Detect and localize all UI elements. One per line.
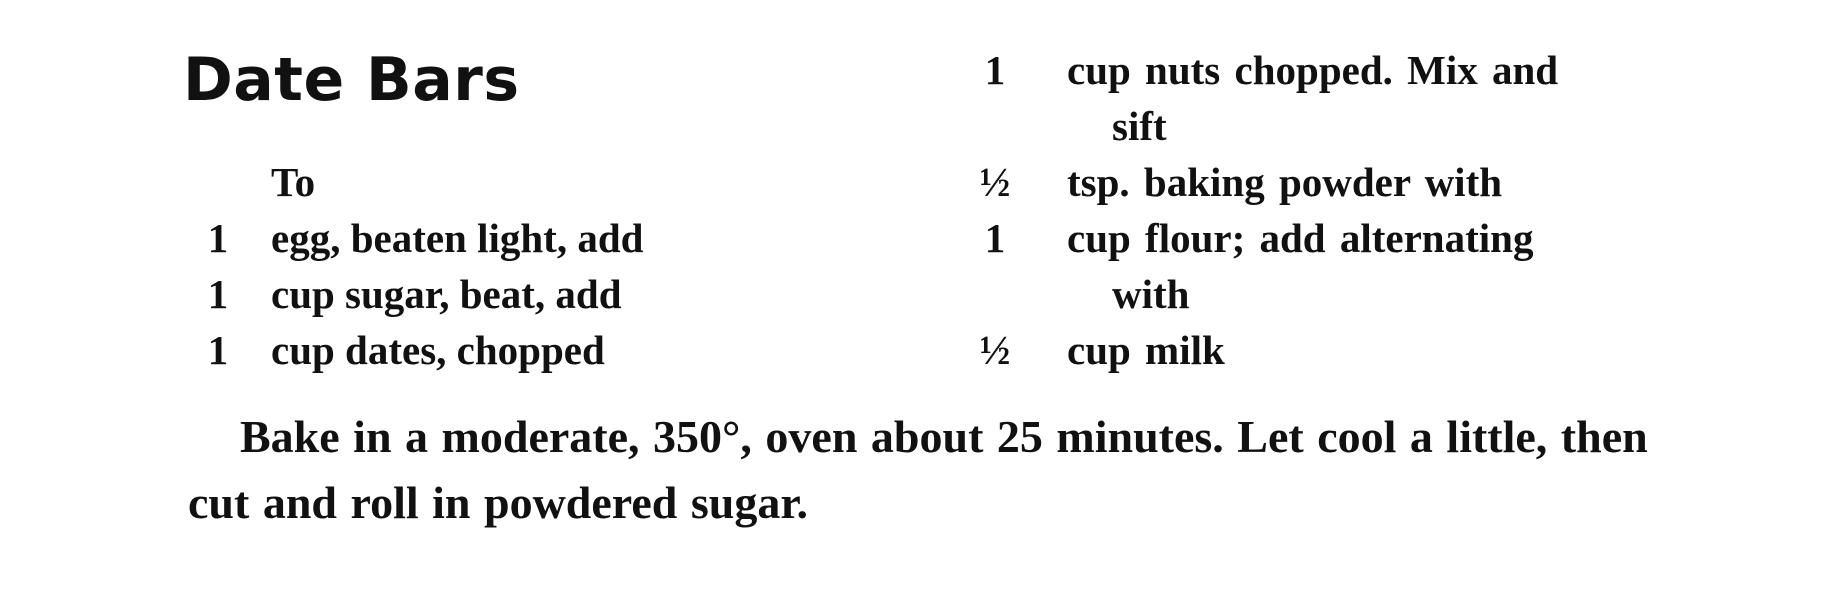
ingredient-quantity: 1 [207,327,229,373]
ingredient-text: cup dates, chopped [271,327,605,373]
ingredient-text: cup sugar, beat, add [271,271,622,317]
ingredient-line [960,210,1660,266]
ingredient-text: cup flour; add alternating [1067,215,1534,261]
ingredient-line [960,154,1660,210]
ingredient-text: egg, beaten light, add [271,215,644,261]
ingredient-line [960,322,1660,378]
ingredient-quantity: ½ [979,327,1011,373]
ingredient-text: with [1112,271,1190,317]
ingredient-text: To [271,159,316,205]
ingredients-right-column [960,42,1660,378]
ingredient-quantity: 1 [984,215,1006,261]
ingredient-text: tsp. baking powder with [1067,159,1503,205]
recipe-instructions: Bake in a moderate, 350°, oven about 25 minutes. Let cool a little, then cut and roll in powdered sugar. [188,411,1648,528]
ingredient-quantity: 1 [207,271,229,317]
recipe-title: Date Bars [183,45,520,115]
ingredient-line [960,42,1660,98]
ingredient-line [183,266,763,322]
ingredient-text: cup milk [1067,327,1225,373]
ingredient-text: cup nuts chopped. Mix and [1067,47,1559,93]
ingredient-continuation-line [960,266,1660,322]
ingredient-quantity: 1 [207,215,229,261]
ingredient-line [183,154,763,210]
ingredient-quantity: 1 [984,47,1006,93]
ingredients-left-column [183,154,763,378]
ingredient-line [183,210,763,266]
ingredient-continuation-line [960,98,1660,154]
ingredient-quantity: ½ [979,159,1011,205]
ingredient-line [183,322,763,378]
ingredient-text: sift [1112,103,1167,149]
